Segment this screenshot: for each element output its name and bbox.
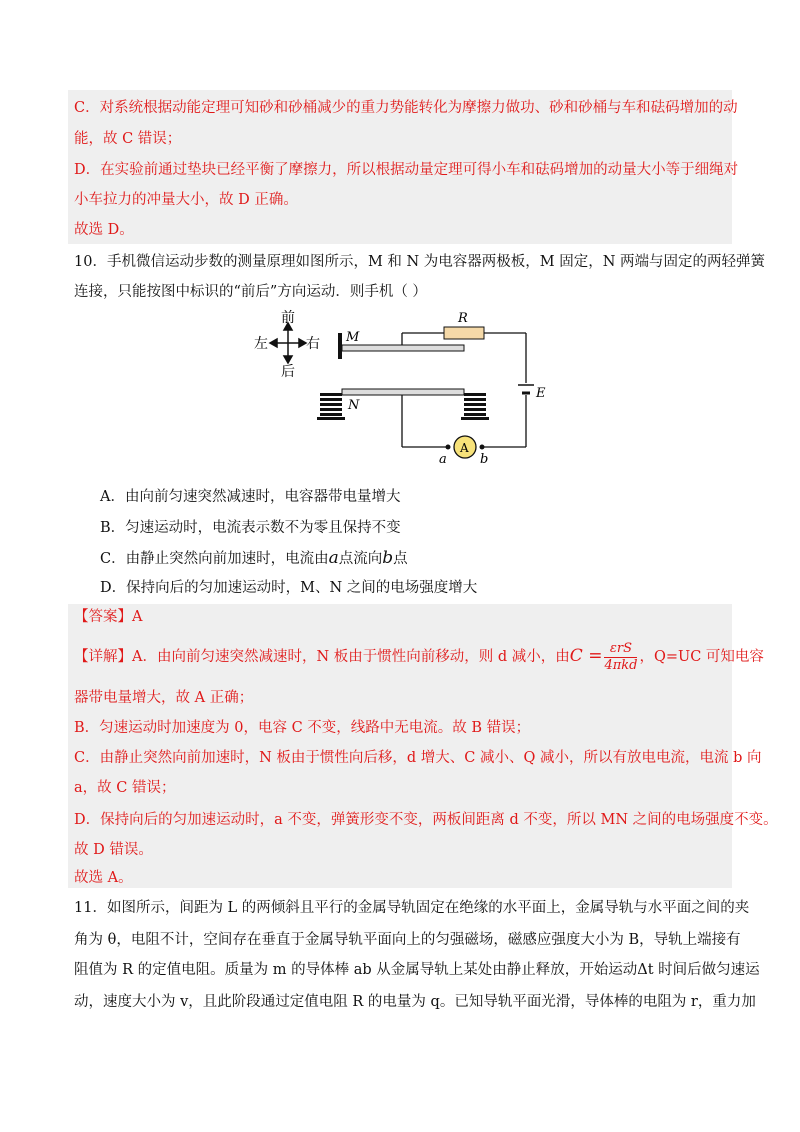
q10-option-c-post: 点 bbox=[393, 551, 408, 567]
plate-n bbox=[342, 389, 464, 395]
plate-m-wall bbox=[338, 333, 342, 359]
answer10-detail-tag: 【详解】 bbox=[74, 649, 132, 665]
answer10-label: 【答案】A bbox=[74, 609, 143, 625]
answer10-detail-a-line1 bbox=[74, 640, 764, 672]
answer10-c-line2: a，故 C 错误； bbox=[74, 780, 176, 796]
label-m: M bbox=[346, 330, 360, 345]
dir-front-label: 前 bbox=[281, 310, 295, 326]
answer10-detail-a-line2: 器带电量增大，故 A 正确； bbox=[74, 690, 254, 706]
formula-denominator: 4πkd bbox=[604, 657, 638, 673]
resistor-r bbox=[444, 327, 484, 339]
plate-m bbox=[342, 345, 464, 351]
prev-answer-conclusion: 故选 D。 bbox=[74, 222, 134, 238]
answer10-detail-a-post: ，Q=UC 可知电容 bbox=[639, 649, 764, 665]
formula-lhs: C = bbox=[569, 646, 603, 666]
answer10-b-line: B．匀速运动时加速度为 0，电容 C 不变，线路中无电流。故 B 错误； bbox=[74, 720, 531, 736]
label-r: R bbox=[458, 311, 468, 326]
label-a: a bbox=[439, 452, 447, 465]
q11-stem-line1: 11．如图所示，间距为 L 的两倾斜且平行的金属导轨固定在绝缘的水平面上，金属导轨与水平面之间的夹 bbox=[74, 900, 750, 916]
q10-option-c-mid: 点流向 bbox=[338, 551, 383, 567]
q10-option-b: B．匀速运动时，电流表示数不为零且保持不变 bbox=[100, 520, 401, 536]
prev-answer-d-line2: 小车拉力的冲量大小，故 D 正确。 bbox=[74, 192, 298, 208]
formula-fraction bbox=[604, 641, 637, 674]
answer10-detail-a-pre: A．由向前匀速突然减速时，N 板由于惯性向前移动，则 d 减小，由 bbox=[132, 649, 570, 665]
dir-left-label: 左 bbox=[254, 336, 268, 352]
direction-cross bbox=[270, 323, 306, 363]
prev-answer-d-line1: D．在实验前通过垫块已经平衡了摩擦力，所以根据动量定理可得小车和砝码增加的动量大小等于细绳对 bbox=[74, 162, 739, 178]
label-n: N bbox=[348, 398, 360, 413]
dir-back-label: 后 bbox=[281, 364, 295, 380]
prev-answer-c-line2: 能，故 C 错误； bbox=[74, 131, 182, 147]
q10-option-c-pre: C．由静止突然向前加速时，电流由 bbox=[100, 551, 329, 567]
label-e: E bbox=[536, 386, 546, 401]
spring-right bbox=[461, 393, 489, 420]
ammeter-label: A bbox=[460, 441, 469, 455]
answer10-c-line1: C．由静止突然向前加速时，N 板由于惯性向后移，d 增大、C 减小、Q 减小，所以有放电电流，电流 b 向 bbox=[74, 750, 762, 766]
answer10-d-line1: D．保持向后的匀加速运动时，a 不变，弹簧形变不变，两板间距离 d 不变，所以 MN 之间的电场强度不变。 bbox=[74, 812, 778, 828]
q10-circuit-figure bbox=[240, 305, 560, 465]
terminal-b bbox=[480, 445, 485, 450]
q10-option-a: A．由向前匀速突然减速时，电容器带电量增大 bbox=[100, 489, 401, 505]
q10-stem-line2: 连接，只能按图中标识的“前后”方向运动．则手机（ ） bbox=[74, 284, 427, 300]
terminal-a bbox=[446, 445, 451, 450]
q10-stem-line1: 10．手机微信运动步数的测量原理如图所示，M 和 N 为电容器两极板，M 固定，N 两端与固定的两轻弹簧 bbox=[74, 254, 766, 270]
label-b: b bbox=[480, 452, 489, 465]
dir-right-label: 右 bbox=[306, 336, 320, 352]
q10-option-c-a: a bbox=[328, 548, 339, 568]
q11-stem-line2: 角为 θ，电阻不计，空间存在垂直于金属导轨平面向上的匀强磁场，磁感应强度大小为 B，导轨上端接有 bbox=[74, 932, 741, 948]
answer10-conclusion: 故选 A。 bbox=[74, 870, 133, 886]
q11-stem-line3: 阻值为 R 的定值电阻。质量为 m 的导体棒 ab 从金属导轨上某处由静止释放，开始运动Δt 时间后做匀速运 bbox=[74, 962, 760, 978]
q10-option-d: D．保持向后的匀加速运动时，M、N 之间的电场强度增大 bbox=[100, 580, 478, 596]
q10-option-c bbox=[100, 548, 408, 569]
answer10-d-line2: 故 D 错误。 bbox=[74, 842, 153, 858]
spring-left bbox=[317, 393, 345, 420]
q11-stem-line4: 动，速度大小为 v，且此阶段通过定值电阻 R 的电量为 q。已知导轨平面光滑，导体棒的电阻为 r，重力加 bbox=[74, 994, 756, 1010]
q10-option-c-b: b bbox=[382, 548, 394, 568]
prev-answer-c-line1: C．对系统根据动能定理可知砂和砂桶减少的重力势能转化为摩擦力做功、砂和砂桶与车和砝码增加的动 bbox=[74, 100, 738, 116]
formula-numerator: εrS bbox=[604, 641, 637, 658]
